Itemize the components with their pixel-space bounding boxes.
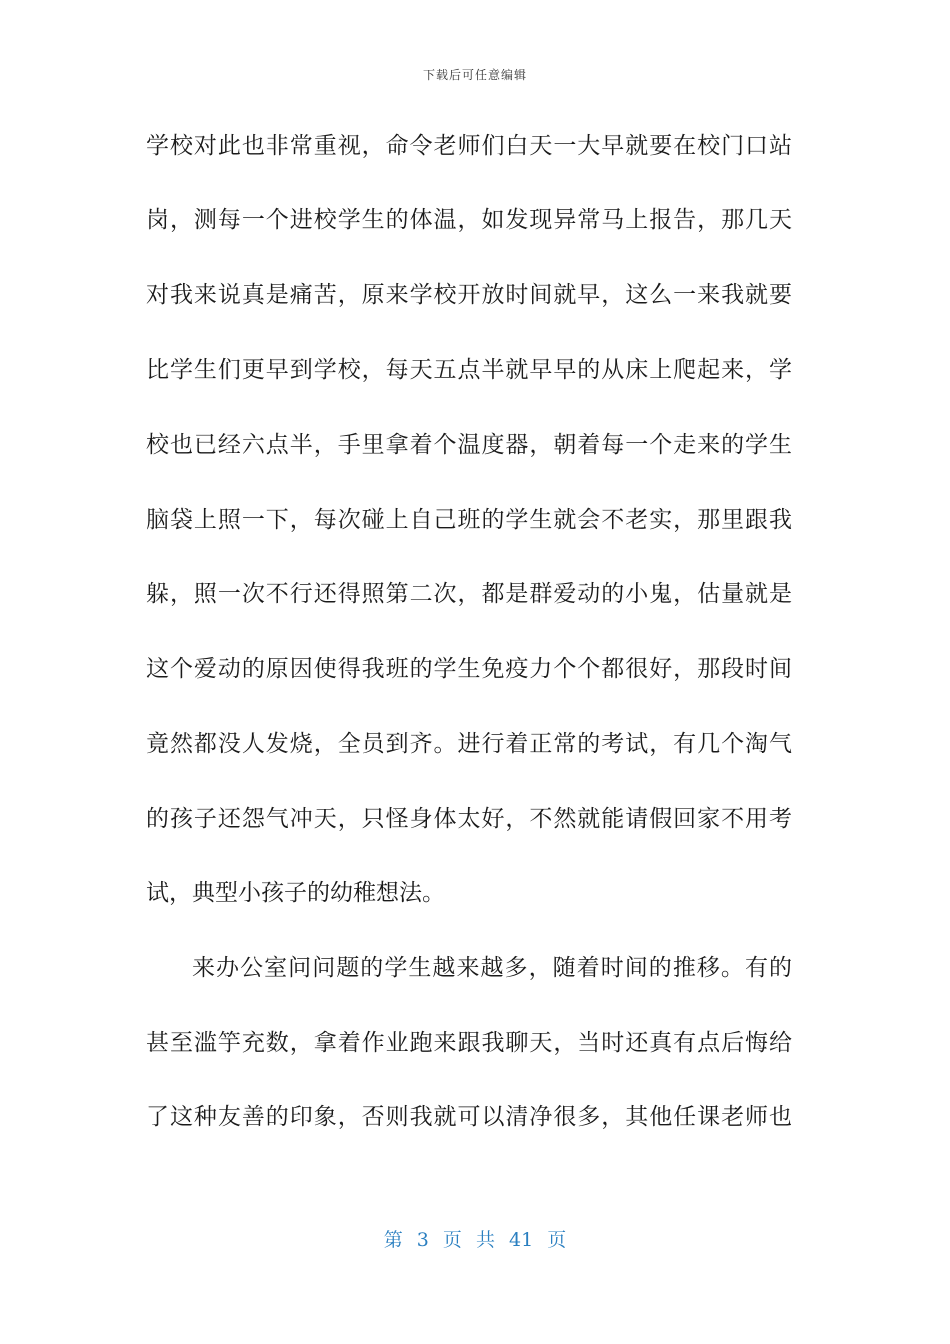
text-line: 试，典型小孩子的幼稚想法。 (146, 880, 445, 906)
footer-current-page: 3 (416, 1229, 429, 1251)
text-line: 这个爱动的原因使得我班的学生免疫力个个都很好，那段时间 (146, 656, 792, 682)
text-line: 躲，照一次不行还得照第二次，都是群爱动的小鬼，估量就是 (146, 581, 792, 607)
text-line: 的孩子还怨气冲天，只怪身体太好，不然就能请假回家不用考 (146, 806, 792, 832)
footer-total-pages: 41 (509, 1229, 534, 1251)
page-header: 下载后可任意编辑 (422, 68, 527, 82)
text-line: 岗，测每一个进校学生的体温，如发现异常马上报告，那几天 (146, 207, 792, 233)
text-line: 来办公室问问题的学生越来越多，随着时间的推移。有的 (192, 955, 792, 981)
footer-label-ye: 页 (442, 1229, 462, 1251)
text-line: 比学生们更早到学校，每天五点半就早早的从床上爬起来，学 (146, 357, 792, 383)
text-line: 校也已经六点半，手里拿着个温度器，朝着每一个走来的学生 (146, 432, 792, 458)
text-line: 对我来说真是痛苦，原来学校开放时间就早，这么一来我就要 (146, 282, 792, 308)
footer-label-ye2: 页 (547, 1229, 567, 1251)
text-line: 竟然都没人发烧，全员到齐。进行着正常的考试，有几个淘气 (146, 731, 792, 757)
footer-label-di: 第 (383, 1229, 403, 1251)
text-line: 学校对此也非常重视，命令老师们白天一大早就要在校门口站 (146, 133, 792, 159)
text-line: 了这种友善的印象，否则我就可以清净很多，其他任课老师也 (146, 1104, 792, 1130)
text-line: 脑袋上照一下，每次碰上自己班的学生就会不老实，那里跟我 (146, 507, 792, 533)
text-line: 甚至滥竽充数，拿着作业跑来跟我聊天，当时还真有点后悔给 (146, 1030, 792, 1056)
page-number-footer (0, 1225, 950, 1252)
footer-label-gong: 共 (475, 1229, 495, 1251)
